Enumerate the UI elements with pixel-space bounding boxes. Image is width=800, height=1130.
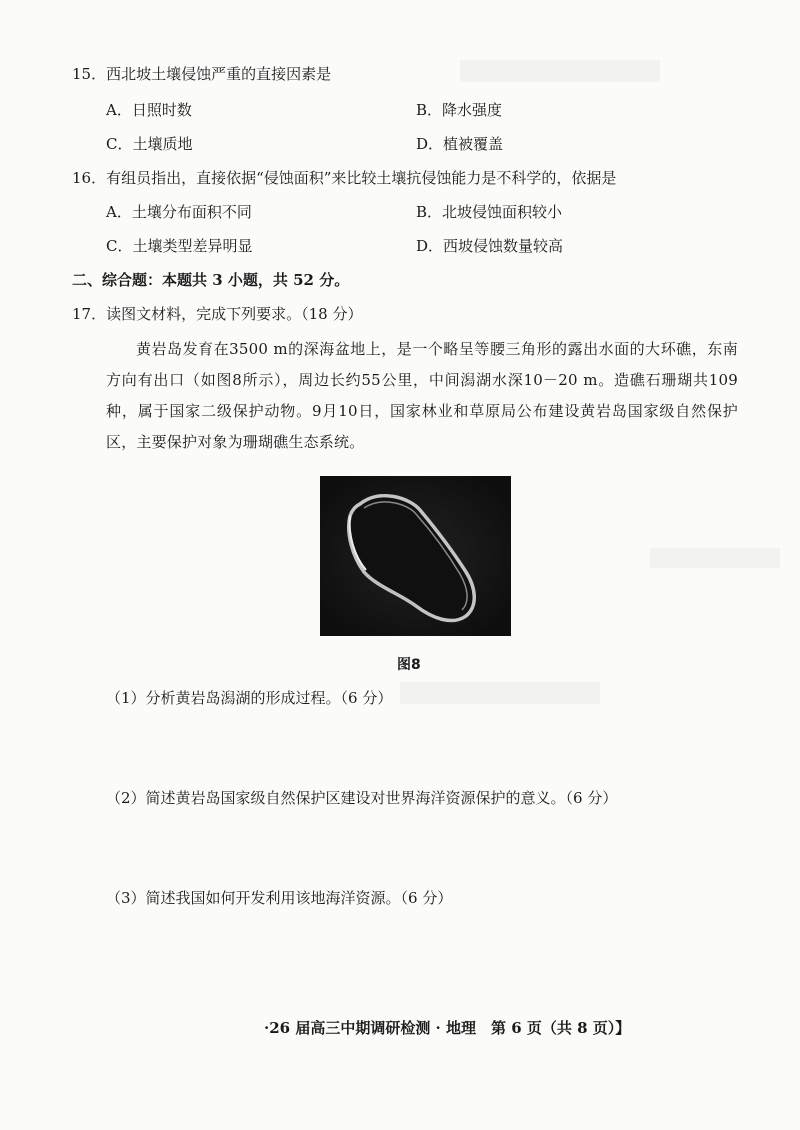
q16-stem: 16．有组员指出，直接依据“侵蚀面积”来比较土壤抗侵蚀能力是不科学的，依据是 [72, 169, 617, 187]
atoll-ring-drawing [320, 476, 511, 636]
q15-option-b: B．降水强度 [416, 101, 503, 119]
q16-option-d: D．西坡侵蚀数量较高 [416, 237, 564, 255]
q15-option-c: C．土壤质地 [106, 135, 193, 153]
q17-sub-2: （2）简述黄岩岛国家级自然保护区建设对世界海洋资源保护的意义。（6 分） [106, 789, 618, 807]
q16-option-c: C．土壤类型差异明显 [106, 237, 253, 255]
figure-caption: 图8 [397, 657, 421, 673]
q16-option-a: A．土壤分布面积不同 [106, 203, 252, 221]
bleed-through-mark [460, 60, 660, 82]
bleed-through-mark [650, 548, 780, 568]
q17-stem: 17．读图文材料，完成下列要求。（18 分） [72, 305, 363, 323]
q15-option-d: D．植被覆盖 [416, 135, 504, 153]
section-heading: 二、综合题：本题共 3 小题，共 52 分。 [72, 271, 350, 289]
q17-sub-3: （3）简述我国如何开发利用该地海洋资源。（6 分） [106, 889, 453, 907]
q15-option-a: A．日照时数 [106, 101, 192, 119]
bleed-through-mark [400, 682, 600, 704]
q16-option-b: B．北坡侵蚀面积较小 [416, 203, 563, 221]
page-footer: ·26 届高三中期调研检测 · 地理 第 6 页（共 8 页）】 [264, 1019, 631, 1037]
q17-sub-1: （1）分析黄岩岛潟湖的形成过程。（6 分） [106, 689, 393, 707]
q17-passage: 黄岩岛发育在3500 m的深海盆地上，是一个略呈等腰三角形的露出水面的大环礁，东南方向有出口（如图8所示），周边长约55公里，中间潟湖水深10－20 m。造礁石珊瑚共109种，属于国家二级保护动物。9月10日，国家林业和草原局公布建设黄岩岛国家级自然保护区，主要保护对象为珊瑚礁生态系统。 [106, 340, 738, 451]
q15-stem: 15．西北坡土壤侵蚀严重的直接因素是 [72, 65, 332, 83]
atoll-satellite-image [320, 476, 511, 636]
